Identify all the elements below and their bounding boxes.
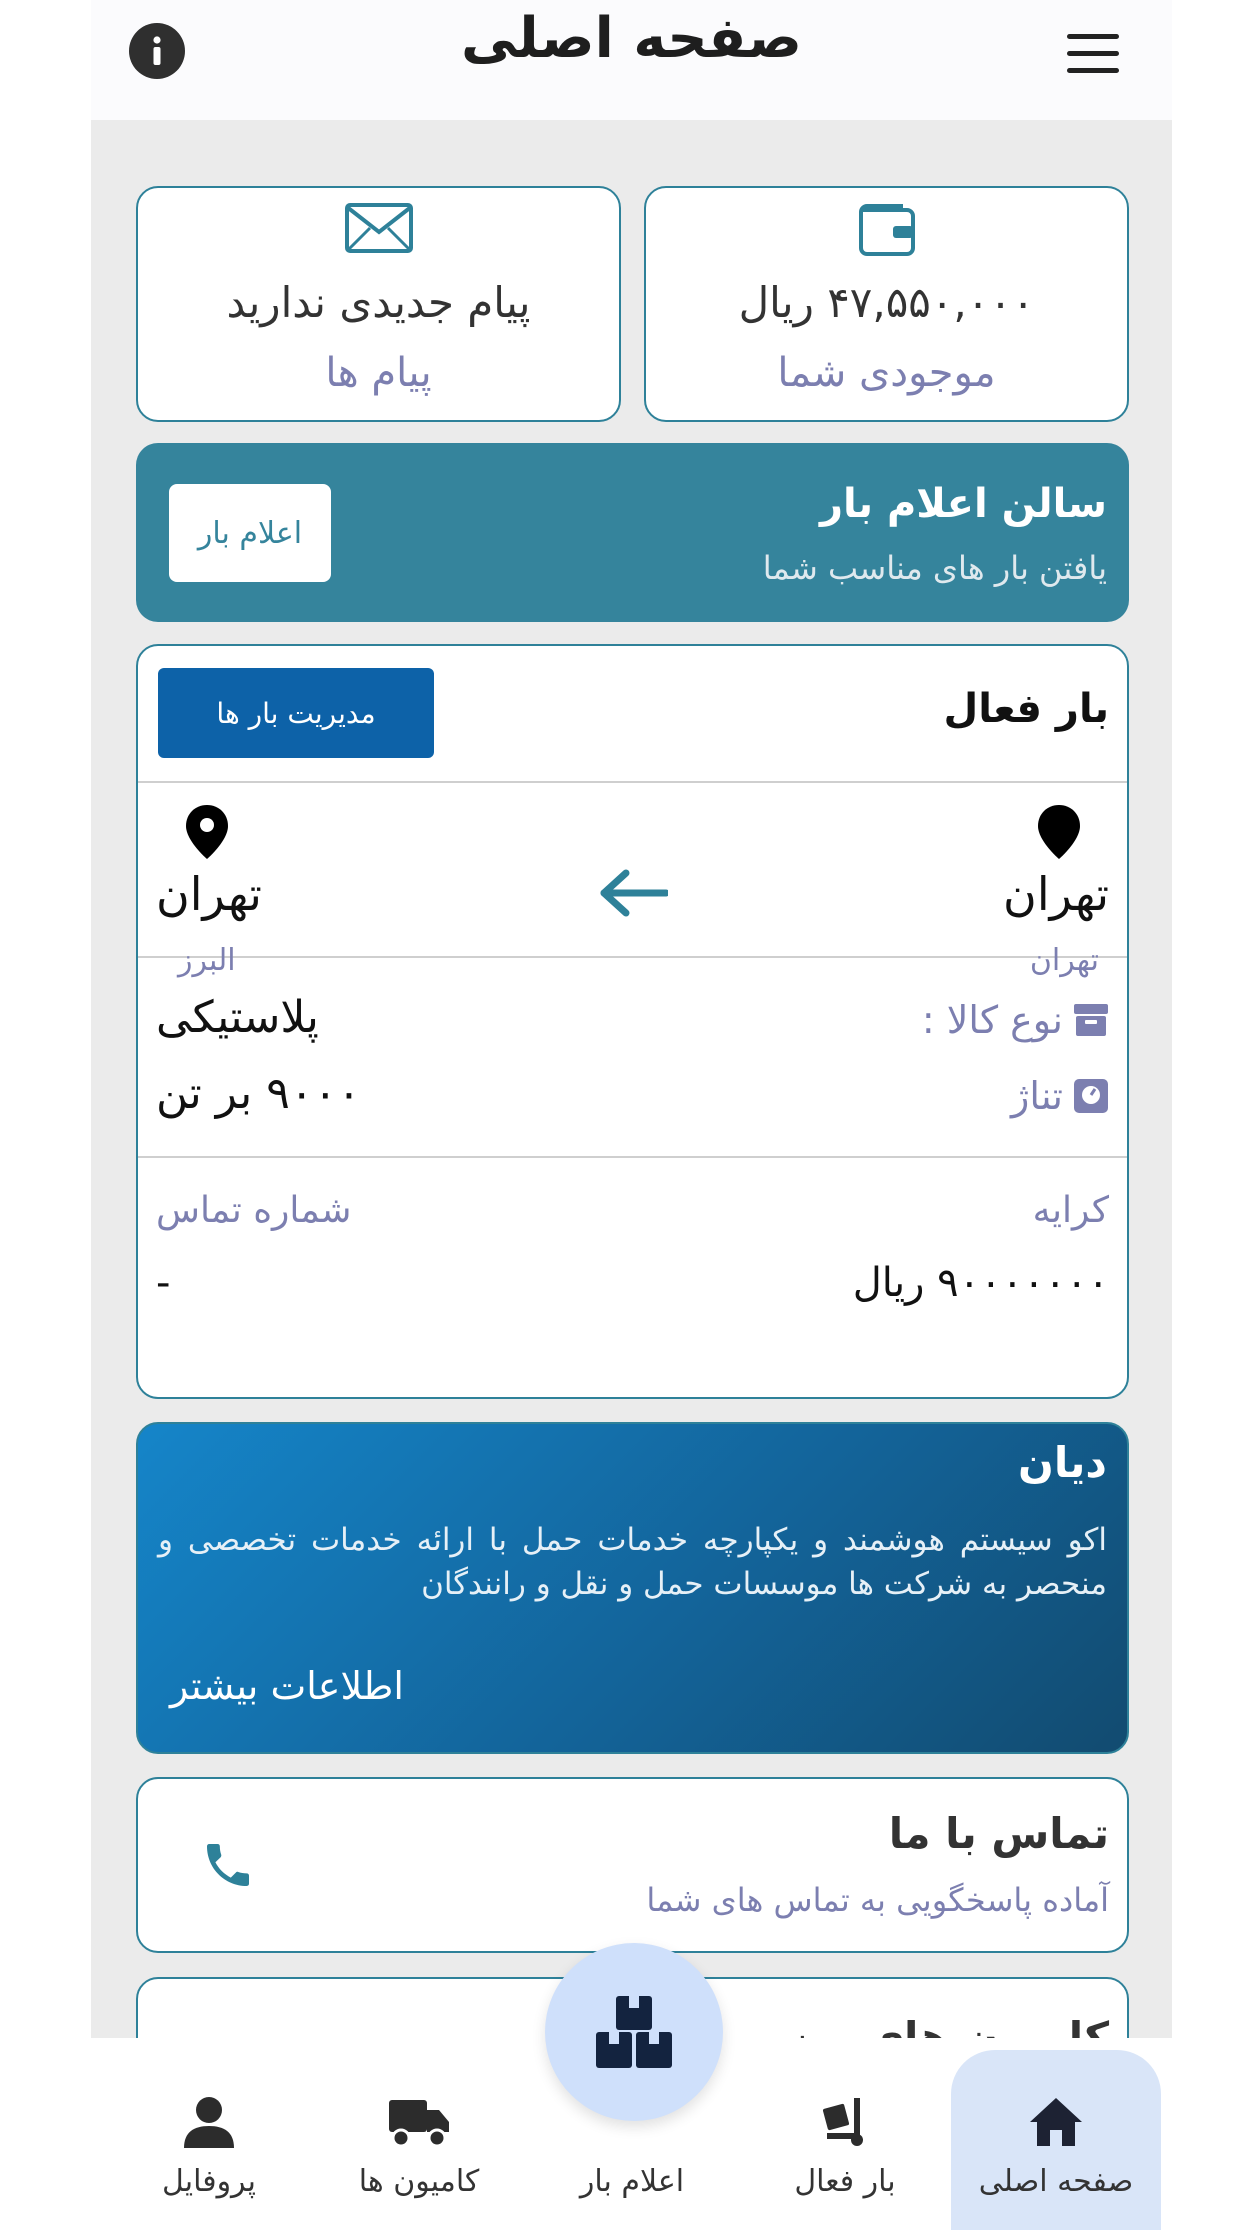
contact-subtitle: آماده پاسخگویی به تماس های شما — [646, 1881, 1109, 1919]
banner-subtitle: یافتن بار های مناسب شما — [762, 549, 1107, 587]
phone-icon — [200, 1837, 256, 1893]
active-load-header — [138, 646, 1127, 783]
phone-value: - — [156, 1260, 171, 1306]
fare-value: ۹۰۰۰۰۰۰۰ ریال — [852, 1260, 1109, 1306]
announce-load-fab[interactable] — [545, 1943, 723, 2121]
balance-label: موجودی شما — [777, 350, 996, 396]
promo-title: دیان — [1018, 1438, 1107, 1487]
announce-load-button[interactable]: اعلام بار — [169, 484, 331, 582]
promo-card[interactable] — [136, 1422, 1129, 1754]
destination-province: البرز — [178, 943, 236, 978]
messages-card[interactable] — [136, 186, 621, 422]
messages-label: پیام ها — [325, 350, 432, 396]
promo-description: اکو سیستم هوشمند و یکپارچه خدمات حمل با ارائه خدمات تخصصی و منحصر به شرکت ها موسسات حمل و نقل و رانندگان — [158, 1522, 1107, 1602]
contact-title: تماس با ما — [888, 1809, 1109, 1858]
active-load-title: بار فعال — [943, 686, 1109, 732]
fare-section — [138, 1158, 1127, 1398]
nav-announce-label: اعلام بار — [579, 2164, 685, 2199]
goods-section — [138, 958, 1127, 1158]
dolly-icon — [745, 2096, 945, 2148]
box-icon — [1073, 1003, 1109, 1037]
nav-active-load-label: بار فعال — [794, 2164, 896, 2199]
balance-value: ۴۷,۵۵۰,۰۰۰ ریال — [738, 278, 1035, 327]
boxes-icon — [594, 1992, 674, 2072]
origin-city: تهران — [1003, 867, 1109, 921]
hamburger-menu-icon[interactable] — [1067, 34, 1119, 78]
route-section — [138, 783, 1127, 978]
more-info-link[interactable]: اطلاعات بیشتر — [170, 1664, 404, 1708]
active-load-card — [136, 644, 1129, 1399]
contact-card[interactable] — [136, 1777, 1129, 1953]
destination-pin-icon — [186, 805, 228, 859]
destination-city: تهران — [156, 867, 262, 921]
wallet-icon — [646, 202, 1127, 256]
messages-status: پیام جدیدی ندارید — [226, 278, 531, 327]
tonnage-row — [1011, 1074, 1109, 1118]
load-hall-banner[interactable] — [136, 443, 1129, 622]
goods-type-row — [922, 998, 1109, 1042]
tonnage-label: تناژ — [1011, 1074, 1063, 1118]
scale-icon — [1073, 1078, 1109, 1114]
fare-label: کرایه — [1032, 1190, 1109, 1231]
nav-trucks-label: کامیون ها — [358, 2164, 480, 2199]
arrow-left-icon — [596, 869, 668, 917]
origin-province: تهران — [1029, 943, 1099, 978]
page-title: صفحه اصلی — [460, 6, 803, 71]
tonnage-value: ۹۰۰۰ بر تن — [156, 1068, 361, 1119]
truck-icon — [319, 2096, 519, 2148]
banner-title: سالن اعلام بار — [819, 481, 1107, 527]
envelope-icon — [138, 202, 619, 254]
top-bar — [91, 0, 1172, 120]
nav-home-label: صفحه اصلی — [978, 2164, 1134, 2199]
manage-loads-button[interactable]: مدیریت بار ها — [158, 668, 434, 758]
nav-profile[interactable] — [109, 2038, 309, 2230]
balance-card[interactable] — [644, 186, 1129, 422]
phone-label: شماره تماس — [156, 1190, 352, 1231]
app-screen — [91, 0, 1172, 2230]
nav-profile-label: پروفایل — [162, 2164, 256, 2199]
user-icon — [109, 2096, 309, 2148]
origin-pin-icon — [1038, 805, 1080, 859]
nav-active-load[interactable] — [745, 2038, 945, 2230]
home-icon — [951, 2096, 1161, 2148]
nav-trucks[interactable] — [319, 2038, 519, 2230]
goods-type-value: پلاستیکی — [156, 992, 319, 1043]
goods-type-label: نوع کالا : — [921, 998, 1063, 1042]
nav-home[interactable] — [951, 2050, 1161, 2230]
